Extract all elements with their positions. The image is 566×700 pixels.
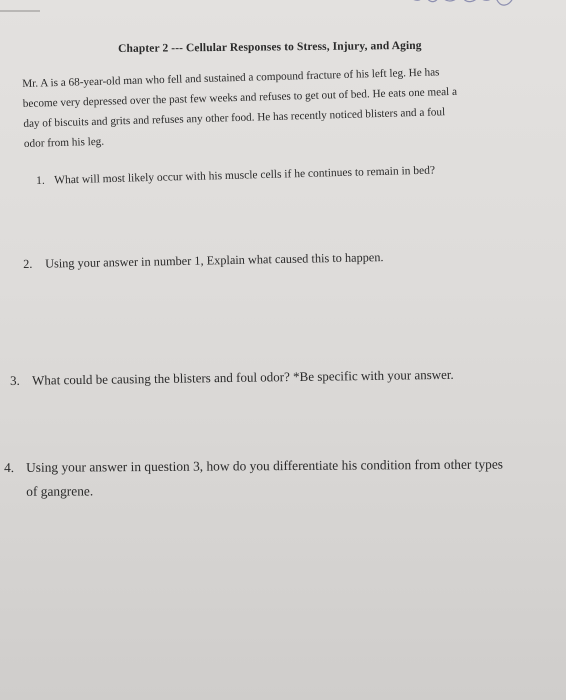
scenario-line: become very depressed over the past few weeks and refuses to get out of bed. He eats one meal a	[22, 85, 458, 110]
case-scenario	[22, 59, 564, 154]
question-text: What could be causing the blisters and foul odor? *Be specific with your answer.	[31, 366, 454, 388]
page-edge-mark	[0, 10, 40, 12]
question-number: 4.	[4, 459, 15, 475]
question-4	[4, 453, 503, 504]
question-text: What will most likely occur with his muscle cells if he continues to remain in bed?	[53, 164, 436, 187]
question-text-continued: of gangrene.	[26, 483, 94, 499]
question-number: 3.	[10, 372, 20, 388]
question-3	[10, 367, 454, 389]
chapter-title: Chapter 2 --- Cellular Responses to Stress, Injury, and Aging	[118, 39, 422, 55]
question-2	[23, 250, 384, 272]
question-1	[36, 165, 435, 187]
question-text: Using your answer in number 1, Explain what caused this to happen.	[44, 250, 384, 271]
question-number: 1.	[36, 174, 45, 187]
question-number: 2.	[23, 256, 33, 271]
question-text: Using your answer in question 3, how do you differentiate his condition from other types	[26, 456, 504, 475]
scenario-line: Mr. A is a 68-year-old man who fell and sustained a compound fracture of his left leg. He has	[22, 66, 440, 90]
handwritten-note-graphic	[405, 0, 525, 14]
scenario-line: day of biscuits and grits and refuses any other food. He has recently noticed blisters and a foul	[23, 106, 446, 130]
scenario-line: odor from his leg.	[23, 135, 105, 150]
